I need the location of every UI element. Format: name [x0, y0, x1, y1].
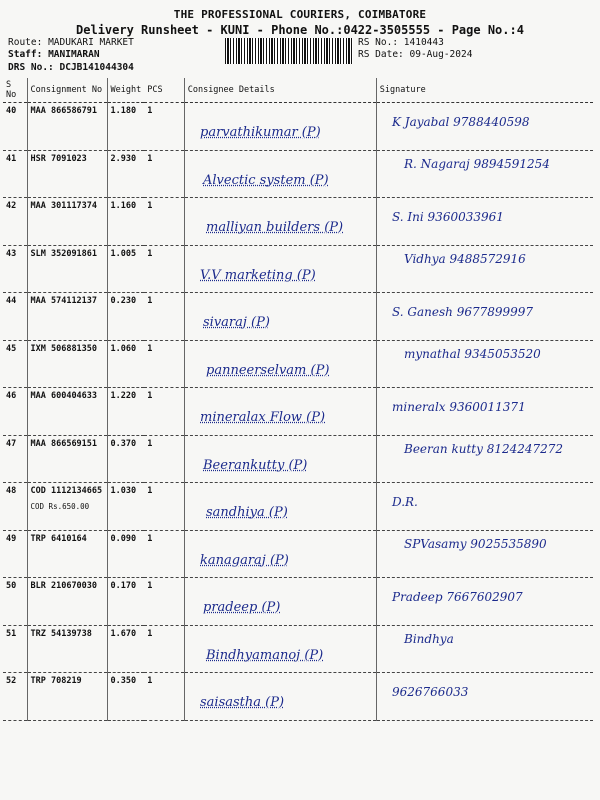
cell-consignment-text: MAA 866569151 [30, 438, 98, 449]
route-label: Route: [8, 37, 43, 48]
cell-consignment-text: BLR 210670030 [30, 581, 98, 591]
rs-no-label: RS No.: [358, 37, 399, 48]
cell-sno-text: 43 [6, 248, 17, 259]
handwritten-consignee: sivaraj (P) [203, 315, 270, 330]
rs-no-line [358, 37, 444, 48]
handwritten-signature: mineralx 9360011371 [392, 400, 526, 414]
cell-sno-text: 48 [6, 486, 17, 496]
handwritten-consignee: kanagaraj (P) [200, 552, 289, 568]
cell-pcs [144, 245, 184, 293]
cell-weight-text: 1.030 [110, 486, 137, 496]
col-sno: S No [3, 78, 27, 103]
cell-consignment [27, 530, 107, 578]
cell-weight [107, 625, 144, 673]
handwritten-consignee: sandhiya (P) [206, 505, 288, 520]
cell-sno-text: 40 [6, 106, 17, 116]
cell-sno-text: 50 [6, 581, 17, 591]
handwritten-signature: R. Nagaraj 9894591254 [404, 156, 550, 171]
handwritten-signature: Beeran kutty 8124247272 [404, 441, 564, 456]
cell-pcs [144, 530, 184, 578]
cell-consignment-text: HSR 7091023 [30, 153, 87, 164]
cell-weight-text: 1.180 [110, 106, 137, 116]
col-consignment: Consignment No [27, 78, 107, 103]
handwritten-consignee: mineralax Flow (P) [200, 410, 326, 425]
cell-sno [3, 198, 27, 246]
staff-label: Staff: [8, 49, 43, 60]
cell-weight-text: 1.005 [110, 248, 137, 259]
cell-consignment [27, 388, 107, 436]
cell-weight [107, 578, 144, 626]
cell-consignment [27, 340, 107, 388]
col-pcs: PCS [144, 78, 184, 103]
cell-consignment [27, 673, 107, 721]
cell-weight-text: 1.670 [110, 628, 137, 639]
cell-consignment-text: MAA 600404633 [30, 391, 98, 401]
rs-date-value: 09-Aug-2024 [409, 49, 473, 60]
cell-pcs [144, 293, 184, 341]
handwritten-signature: 9626766033 [392, 685, 469, 699]
handwritten-signature: Bindhya [404, 631, 454, 646]
handwritten-signature: Vidhya 9488572916 [404, 251, 526, 266]
cell-weight [107, 150, 144, 198]
cell-consignment [27, 245, 107, 293]
drs-line [8, 62, 134, 73]
cell-consignment [27, 625, 107, 673]
cell-pcs [144, 388, 184, 436]
cell-weight [107, 245, 144, 293]
cell-weight-text: 2.930 [110, 153, 137, 164]
cell-consignment-text: TRP 6410164 [30, 533, 87, 544]
table-header-row [3, 78, 593, 103]
handwritten-signature: S. Ganesh 9677899997 [392, 305, 534, 319]
cell-pcs [144, 103, 184, 151]
cell-sno [3, 435, 27, 483]
drs-label: DRS No.: [8, 62, 54, 73]
cell-pcs-text: 1 [147, 438, 153, 449]
cell-sno [3, 483, 27, 531]
cell-pcs [144, 198, 184, 246]
cell-weight [107, 483, 144, 531]
cell-weight [107, 530, 144, 578]
cell-weight [107, 388, 144, 436]
cell-sno-text: 52 [6, 676, 17, 686]
handwritten-signature: Pradeep 7667602907 [392, 590, 523, 604]
route-line [8, 37, 134, 48]
cell-consignment-text: MAA 866586791 [30, 106, 98, 116]
cell-weight [107, 340, 144, 388]
cell-weight-text: 0.230 [110, 296, 137, 306]
cell-consignment-text: MAA 574112137 [30, 296, 98, 306]
cell-consignment [27, 483, 107, 531]
cell-weight [107, 103, 144, 151]
handwritten-consignee: Bindhyamanoj (P) [206, 647, 324, 663]
cell-weight-text: 1.220 [110, 391, 137, 401]
cell-weight [107, 293, 144, 341]
cell-weight-text: 0.350 [110, 676, 137, 686]
cell-consignment [27, 103, 107, 151]
handwritten-signature: D.R. [392, 495, 418, 509]
cell-pcs [144, 625, 184, 673]
table-row [3, 483, 593, 531]
cell-pcs-text: 1 [147, 296, 153, 306]
cell-sno-text: 41 [6, 153, 17, 164]
cell-pcs-text: 1 [147, 201, 153, 211]
cell-pcs-text: 1 [147, 676, 153, 686]
cell-consignment-text: SLM 352091861 [30, 248, 98, 259]
handwritten-consignee: pradeep (P) [203, 600, 281, 615]
cell-consignment-text: TRZ 54139738 [30, 628, 92, 639]
cell-sno-text: 45 [6, 343, 17, 354]
cell-sno-text: 47 [6, 438, 17, 449]
route-value: MADUKARI MARKET [48, 37, 134, 48]
cell-consignment [27, 435, 107, 483]
drs-value: DCJB141044304 [59, 62, 134, 73]
cell-consignment-text: MAA 301117374 [30, 201, 98, 211]
handwritten-signature: mynathal 9345053520 [404, 346, 541, 361]
cell-pcs [144, 483, 184, 531]
cell-sno-text: 46 [6, 391, 17, 401]
cell-pcs-text: 1 [147, 106, 153, 116]
cell-sno [3, 388, 27, 436]
company-title: THE PROFESSIONAL COURIERS, COIMBATORE [173, 8, 427, 21]
cell-pcs-text: 1 [147, 628, 153, 639]
cell-pcs-text: 1 [147, 391, 153, 401]
cell-sno-text: 42 [6, 201, 17, 211]
cell-weight-text: 1.060 [110, 343, 137, 354]
handwritten-consignee: Beerankutty (P) [203, 457, 308, 473]
handwritten-signature: S. Ini 9360033961 [392, 210, 504, 224]
rs-date-label: RS Date: [358, 49, 404, 60]
cell-pcs [144, 340, 184, 388]
runsheet-subtitle: Delivery Runsheet - KUNI - Phone No.:0422-3505555 - Page No.:4 [76, 23, 524, 37]
cell-sno [3, 578, 27, 626]
cell-weight [107, 435, 144, 483]
cell-consignment-text: TRP 708219 [30, 676, 82, 686]
cell-consignment-text: IXM 506881350 [30, 343, 98, 354]
cell-sno [3, 150, 27, 198]
handwritten-consignee: V.V marketing (P) [200, 267, 316, 283]
cell-consignment [27, 150, 107, 198]
cell-consignment [27, 578, 107, 626]
cell-pcs [144, 673, 184, 721]
staff-value: MANIMARAN [48, 49, 100, 60]
cell-sno [3, 340, 27, 388]
handwritten-signature: K Jayabal 9788440598 [392, 115, 530, 129]
cell-sno [3, 530, 27, 578]
handwritten-consignee: parvathikumar (P) [200, 125, 321, 140]
cell-sno [3, 673, 27, 721]
cell-consignment [27, 293, 107, 341]
cell-sno [3, 625, 27, 673]
cod-amount: COD Rs.650.00 [30, 502, 90, 511]
col-signature: Signature [376, 78, 593, 103]
col-consignee: Consignee Details [184, 78, 376, 103]
cell-pcs-text: 1 [147, 248, 153, 259]
cell-pcs-text: 1 [147, 153, 153, 164]
handwritten-signature: SPVasamy 9025535890 [404, 536, 547, 551]
cell-weight-text: 0.370 [110, 438, 137, 449]
cell-pcs [144, 435, 184, 483]
cell-sno [3, 245, 27, 293]
cell-weight [107, 198, 144, 246]
cell-sno-text: 49 [6, 533, 17, 544]
handwritten-consignee: Alvectic system (P) [203, 172, 329, 188]
staff-line [8, 49, 100, 60]
cell-consignment-text: COD 1112134665 [30, 486, 103, 496]
handwritten-consignee: saisastha (P) [200, 695, 285, 710]
handwritten-consignee: panneerselvam (P) [206, 362, 330, 378]
cell-consignment [27, 198, 107, 246]
cell-pcs-text: 1 [147, 486, 153, 496]
table-row [3, 673, 593, 721]
cell-weight-text: 0.170 [110, 581, 137, 591]
rs-no-value: 1410443 [403, 37, 444, 48]
rs-date-line [358, 49, 472, 60]
cell-pcs [144, 578, 184, 626]
cell-pcs-text: 1 [147, 533, 153, 544]
cell-weight [107, 673, 144, 721]
cell-weight-text: 1.160 [110, 201, 137, 211]
col-weight: Weight [107, 78, 144, 103]
handwritten-consignee: malliyan builders (P) [206, 220, 344, 235]
cell-pcs-text: 1 [147, 581, 153, 591]
cell-sno-text: 44 [6, 296, 17, 306]
cell-sno-text: 51 [6, 628, 17, 639]
barcode-image [225, 38, 353, 64]
cell-sno [3, 103, 27, 151]
cell-weight-text: 0.090 [110, 533, 137, 544]
cell-pcs-text: 1 [147, 343, 153, 354]
cell-sno [3, 293, 27, 341]
cell-pcs [144, 150, 184, 198]
